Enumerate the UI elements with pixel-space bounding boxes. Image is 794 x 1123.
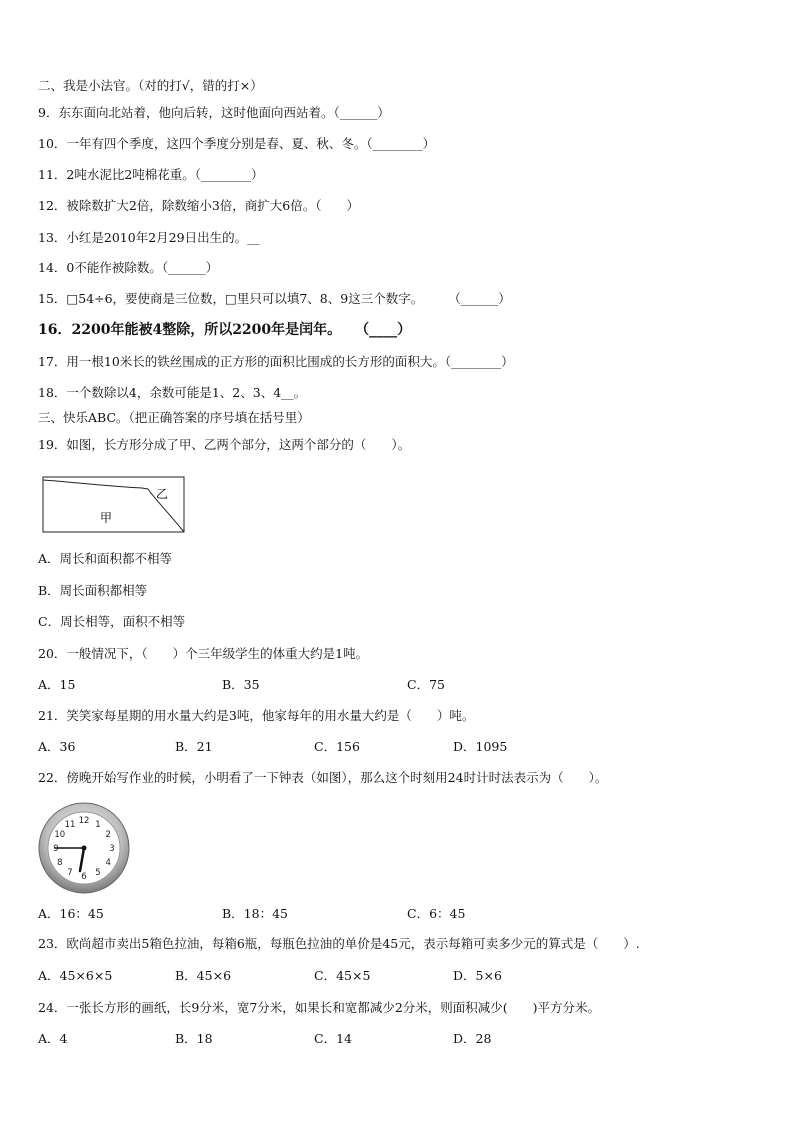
q23-option-a: A．45×6×5	[38, 968, 113, 983]
question-11: 11．2吨水泥比2吨棉花重。（________）	[38, 167, 264, 182]
question-15: 15．□54÷6，要使商是三位数，□里只可以填7、8、9这三个数字。 （______）	[38, 291, 511, 306]
clock-numeral: 6	[81, 872, 87, 882]
q23-option-b: B．45×6	[175, 968, 232, 983]
question-23: 23．欧尚超市卖出5箱色拉油，每箱6瓶，每瓶色拉油的单价是45元，表示每箱可卖多少元的算式是（ ）.	[38, 936, 640, 951]
rectangle-outline	[43, 477, 184, 532]
q24-option-b: B．18	[175, 1031, 213, 1046]
clock-figure	[36, 802, 132, 894]
question-21: 21．笑笑家每星期的用水量大约是3吨，他家每年的用水量大约是（ ）吨。	[38, 708, 475, 723]
q20-option-b: B．35	[222, 677, 260, 692]
q21-option-d: D．1095	[453, 739, 508, 754]
label-jia: 甲	[100, 511, 113, 525]
question-13: 13．小红是2010年2月29日出生的。__	[38, 230, 260, 245]
question-22: 22．傍晚开始写作业的时候，小明看了一下钟表（如图），那么这个时刻用24时计时法表示为（ ）。	[38, 770, 608, 785]
question-19: 19．如图，长方形分成了甲、乙两个部分，这两个部分的（ ）。	[38, 437, 411, 452]
q22-option-c: C．6：45	[407, 906, 466, 921]
q20-option-a: A．15	[38, 677, 76, 692]
clock-numeral: 2	[105, 830, 111, 840]
clock-numeral: 11	[64, 819, 76, 830]
section-2-title: 二、我是小法官。（对的打√，错的打×）	[38, 78, 263, 93]
q24-option-d: D．28	[453, 1031, 492, 1046]
q24-option-c: C．14	[314, 1031, 352, 1046]
clock-numeral: 1	[95, 819, 101, 830]
clock-numeral: 8	[57, 858, 63, 868]
q19-option-c: C．周长相等，面积不相等	[38, 614, 186, 629]
question-14: 14．0不能作被除数。（______）	[38, 260, 219, 275]
question-10: 10．一年有四个季度，这四个季度分别是春、夏、秋、冬。（________）	[38, 136, 436, 151]
clock-center	[82, 846, 87, 851]
clock-numeral: 3	[109, 844, 115, 854]
q22-option-b: B．18：45	[222, 906, 288, 921]
question-9: 9．东东面向北站着，他向后转，这时他面向西站着。（______）	[38, 105, 390, 120]
clock-numeral: 12	[78, 816, 90, 826]
question-16: 16．2200年能被4整除，所以2200年是闰年。 （____）	[38, 322, 412, 338]
q21-option-c: C．156	[314, 739, 360, 754]
question-20: 20．一般情况下，（ ）个三年级学生的体重大约是1吨。	[38, 646, 369, 661]
question-12: 12．被除数扩大2倍，除数缩小3倍，商扩大6倍。（ ）	[38, 198, 360, 213]
label-yi: 乙	[156, 487, 169, 501]
clock-numeral: 10	[54, 830, 66, 840]
q23-option-c: C．45×5	[314, 968, 371, 983]
clock-numeral: 5	[95, 868, 101, 879]
question-17: 17．用一根10米长的铁丝围成的正方形的面积比围成的长方形的面积大。（________）	[38, 354, 514, 369]
question-18: 18．一个数除以4，余数可能是1、2、3、4__。	[38, 385, 307, 400]
q24-option-a: A．4	[38, 1031, 68, 1046]
q19-option-a: A．周长和面积都不相等	[38, 551, 173, 566]
q20-option-c: C．75	[407, 677, 445, 692]
rectangle-figure	[42, 476, 186, 534]
question-24: 24．一张长方形的画纸，长9分米，宽7分米，如果长和宽都减少2分米，则面积减少( )平方分米。	[38, 1000, 601, 1015]
section-3-title: 三、快乐ABC。（把正确答案的序号填在括号里）	[38, 410, 310, 425]
q21-option-a: A．36	[38, 739, 76, 754]
q21-option-b: B．21	[175, 739, 213, 754]
clock-numeral: 4	[105, 858, 111, 868]
q22-option-a: A．16：45	[38, 906, 104, 921]
clock-numeral: 7	[67, 868, 73, 879]
q23-option-d: D．5×6	[453, 968, 502, 983]
clock-numeral: 9	[53, 844, 59, 854]
q19-option-b: B．周长面积都相等	[38, 583, 148, 598]
